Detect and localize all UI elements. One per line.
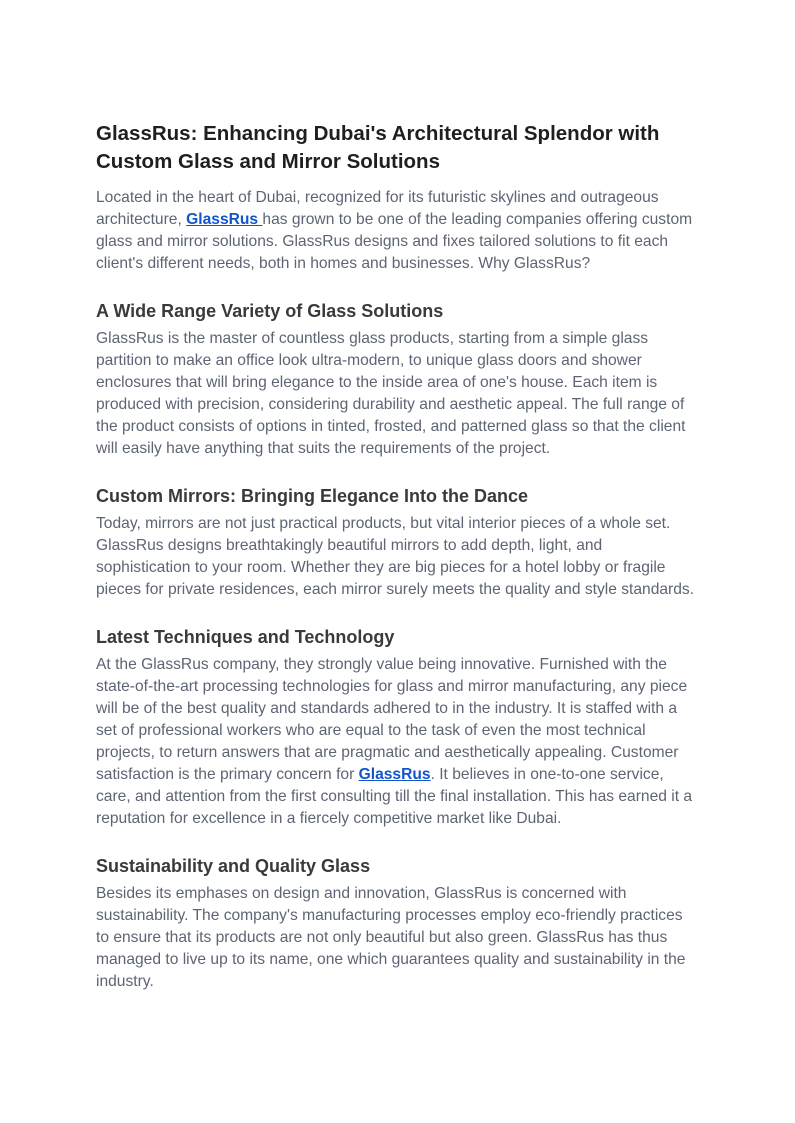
intro-text-after-link: has grown to be one of the leading companies offering custom glass and mirror solutions. GlassRus designs and fixes tailored solutions to fit each client's different needs, both in homes and businesses. Why GlassRus? bbox=[96, 211, 693, 272]
section-custom-mirrors bbox=[96, 484, 698, 601]
document-title: GlassRus: Enhancing Dubai's Architectural Splendor with Custom Glass and Mirror Solutions bbox=[96, 122, 660, 173]
intro-text-before-link: Located in the heart of Dubai, recognized for its futuristic skylines and outrageous architecture, bbox=[96, 189, 659, 228]
section-body bbox=[96, 654, 698, 830]
section-text-before-link: At the GlassRus company, they strongly value being innovative. Furnished with the state-of-the-art processing technologies for glass and mirror manufacturing, any piece will be of the best quality and standards adhered to in the industry. It is staffed with a set of professional workers who are equal to the task of even the most technical projects, to return answers that are pragmatic and aesthetically appealing. Customer satisfaction is the primary concern for bbox=[96, 656, 688, 783]
section-text-after-link: . It believes in one-to-one service, care, and attention from the first consulting till the final installation. This has earned it a reputation for excellence in a fiercely competitive market like Dubai. bbox=[96, 766, 693, 827]
section-techniques-technology bbox=[96, 625, 698, 830]
section-heading: Sustainability and Quality Glass bbox=[96, 856, 371, 876]
glassrus-link-intro[interactable]: GlassRus bbox=[186, 211, 263, 228]
intro-paragraph bbox=[96, 187, 698, 275]
section-heading: Custom Mirrors: Bringing Elegance Into the Dance bbox=[96, 486, 529, 506]
document-page bbox=[96, 120, 698, 993]
section-body: Today, mirrors are not just practical products, but vital interior pieces of a whole set. GlassRus designs breathtakingly beautiful mirrors to add depth, light, and sophistication to your room. Whether they are big pieces for a hotel lobby or fragile pieces for private residences, each mirror surely meets the quality and style standards. bbox=[96, 515, 695, 598]
section-body: Besides its emphases on design and innovation, GlassRus is concerned with sustainability. The company's manufacturing processes employ eco-friendly practices to ensure that its products are not only beautiful but also green. GlassRus has thus managed to live up to its name, one which guarantees quality and sustainability in the industry. bbox=[96, 885, 686, 990]
section-heading: Latest Techniques and Technology bbox=[96, 627, 395, 647]
section-heading: A Wide Range Variety of Glass Solutions bbox=[96, 301, 444, 321]
glassrus-link-techniques[interactable]: GlassRus bbox=[358, 766, 431, 783]
section-sustainability bbox=[96, 854, 698, 993]
section-body: GlassRus is the master of countless glass products, starting from a simple glass partition to make an office look ultra-modern, to unique glass doors and shower enclosures that will bring elegance to the inside area of one's house. Each item is produced with precision, considering durability and aesthetic appeal. The full range of the product consists of options in tinted, frosted, and patterned glass so that the client will easily have anything that suits the requirements of the project. bbox=[96, 330, 686, 457]
section-glass-solutions bbox=[96, 299, 698, 460]
